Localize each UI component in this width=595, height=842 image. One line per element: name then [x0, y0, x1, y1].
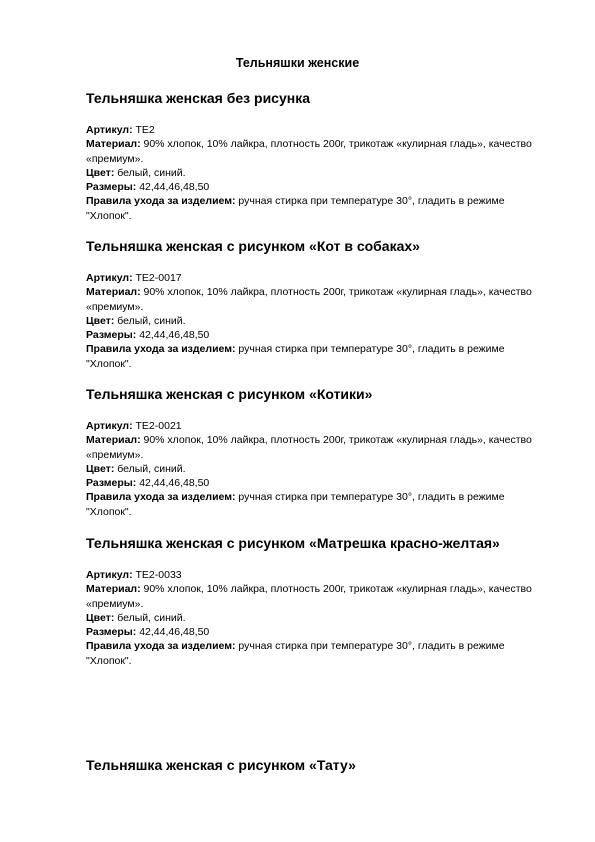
color-value: белый, синий. — [117, 462, 186, 475]
article-label: Артикул: — [86, 420, 133, 432]
material-line — [86, 433, 546, 462]
sizes-line — [86, 328, 546, 342]
care-value: ручная стирка при температуре 30°, гладить в режиме "Хлопок". — [86, 640, 505, 667]
material-value: 90% хлопок, 10% лайкра, плотность 200г, трикотаж «кулирная гладь», качество «премиум». — [86, 583, 532, 610]
material-label: Материал: — [86, 286, 141, 299]
sizes-label: Размеры: — [86, 181, 137, 194]
product-section — [86, 757, 546, 790]
article-label: Артикул: — [86, 272, 133, 284]
product-title: Тельняшка женская с рисунком «Матрешка красно-желтая» — [86, 535, 500, 551]
color-value: белый, синий. — [117, 166, 186, 179]
sizes-value: 42,44,46,48,50 — [139, 329, 210, 342]
sizes-line — [86, 180, 546, 194]
sizes-label: Размеры: — [86, 626, 137, 639]
color-label: Цвет: — [86, 314, 115, 327]
color-line — [86, 611, 546, 625]
care-line — [86, 342, 546, 371]
color-line — [86, 166, 546, 180]
document-title: Тельняшки женские — [235, 56, 360, 70]
material-label: Материал: — [86, 138, 141, 151]
material-value: 90% хлопок, 10% лайкра, плотность 200г, трикотаж «кулирная гладь», качество «премиум». — [86, 286, 532, 313]
article-line — [86, 123, 546, 137]
care-line — [86, 639, 546, 668]
color-label: Цвет: — [86, 166, 115, 179]
article-value: TE2-0021 — [135, 420, 182, 432]
material-label: Материал: — [86, 583, 141, 596]
sizes-value: 42,44,46,48,50 — [139, 477, 210, 490]
product-title: Тельняшка женская без рисунка — [86, 90, 310, 106]
product-title: Тельняшка женская с рисунком «Тату» — [86, 757, 356, 773]
product-section — [86, 535, 546, 668]
article-line — [86, 419, 546, 433]
color-label: Цвет: — [86, 611, 115, 624]
material-label: Материал: — [86, 434, 141, 447]
care-line — [86, 194, 546, 223]
article-label: Артикул: — [86, 569, 133, 581]
care-value: ручная стирка при температуре 30°, гладить в режиме "Хлопок". — [86, 343, 505, 370]
article-label: Артикул: — [86, 124, 133, 136]
care-value: ручная стирка при температуре 30°, гладить в режиме "Хлопок". — [86, 195, 505, 222]
product-section — [86, 386, 546, 519]
sizes-value: 42,44,46,48,50 — [139, 626, 210, 639]
article-value: TE2-0033 — [135, 569, 182, 581]
sizes-value: 42,44,46,48,50 — [139, 181, 210, 194]
care-line — [86, 490, 546, 519]
material-value: 90% хлопок, 10% лайкра, плотность 200г, трикотаж «кулирная гладь», качество «премиум». — [86, 434, 532, 461]
care-label: Правила ухода за изделием: — [86, 195, 236, 208]
article-line — [86, 271, 546, 285]
material-line — [86, 285, 546, 314]
care-label: Правила ухода за изделием: — [86, 640, 236, 653]
article-line — [86, 568, 546, 582]
color-line — [86, 314, 546, 328]
material-value: 90% хлопок, 10% лайкра, плотность 200г, трикотаж «кулирная гладь», качество «премиум». — [86, 138, 532, 165]
color-label: Цвет: — [86, 462, 115, 475]
color-line — [86, 462, 546, 476]
article-value: TE2-0017 — [135, 272, 182, 284]
sizes-line — [86, 476, 546, 490]
product-title: Тельняшка женская с рисунком «Кот в собаках» — [86, 238, 420, 254]
color-value: белый, синий. — [117, 314, 186, 327]
product-section — [86, 238, 546, 371]
material-line — [86, 137, 546, 166]
care-label: Правила ухода за изделием: — [86, 343, 236, 356]
care-label: Правила ухода за изделием: — [86, 491, 236, 504]
sizes-label: Размеры: — [86, 477, 137, 490]
article-value: TE2 — [135, 124, 155, 136]
material-line — [86, 582, 546, 611]
product-section — [86, 90, 546, 223]
sizes-label: Размеры: — [86, 329, 137, 342]
product-title: Тельняшка женская с рисунком «Котики» — [86, 386, 373, 402]
sizes-line — [86, 625, 546, 639]
color-value: белый, синий. — [117, 611, 186, 624]
care-value: ручная стирка при температуре 30°, гладить в режиме "Хлопок". — [86, 491, 505, 518]
